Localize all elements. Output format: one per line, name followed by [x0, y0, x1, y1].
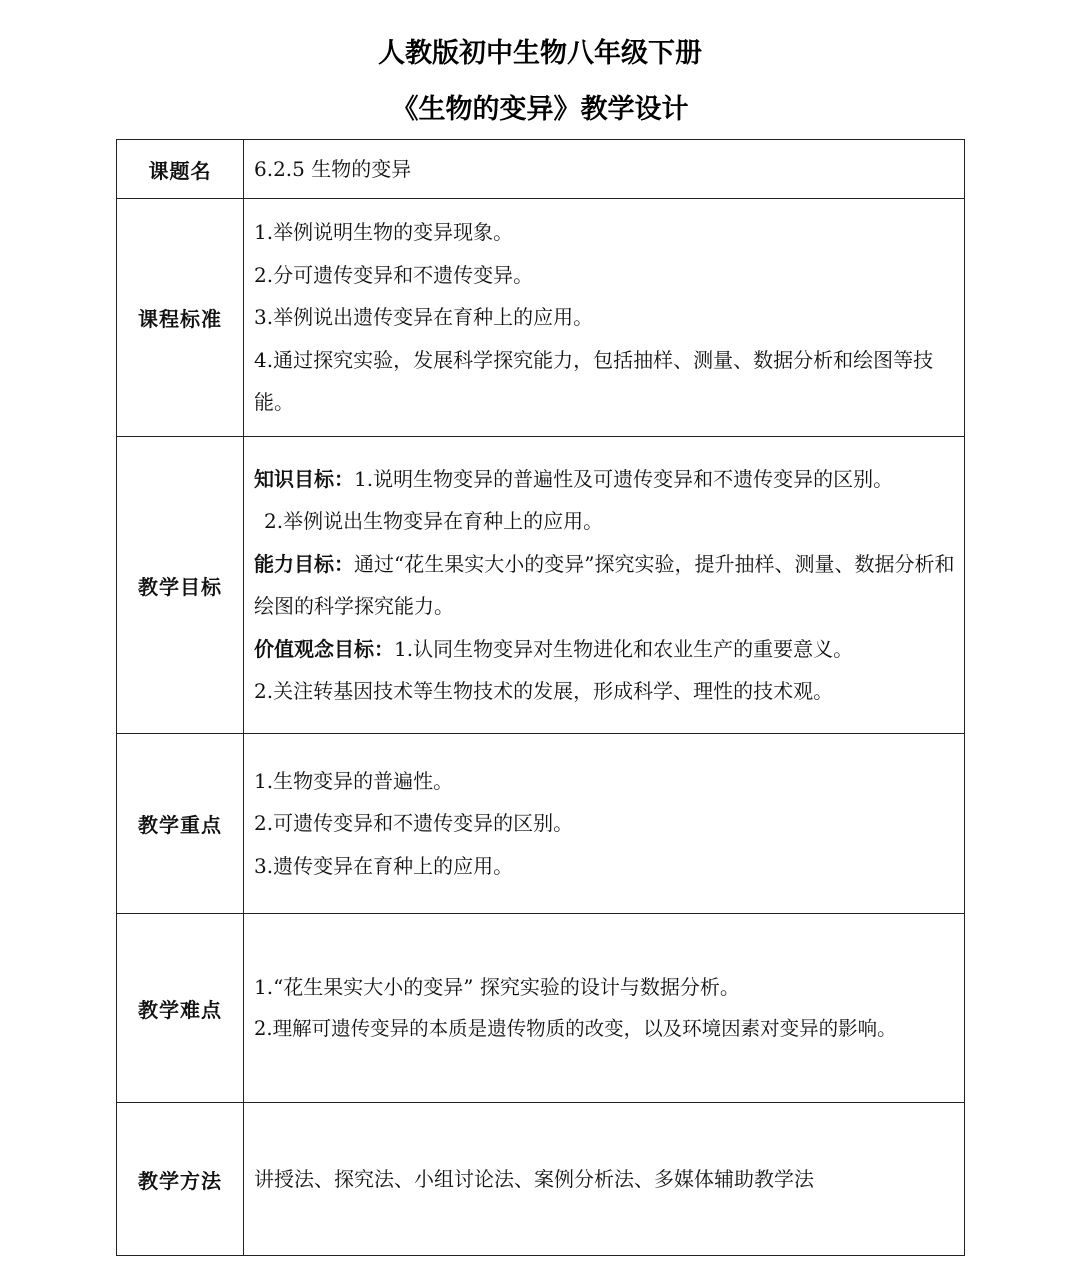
standards-item: 4.通过探究实验，发展科学探究能力，包括抽样、测量、数据分析和绘图等技能。 [254, 347, 934, 415]
objectives-label: 教学目标 [117, 437, 244, 734]
methods-label: 教学方法 [117, 1103, 244, 1256]
key-point-item: 2.可遗传变异和不遗传变异的区别。 [254, 811, 574, 836]
lesson-plan-table [116, 139, 965, 1256]
ability-objective-label: 能力目标： [254, 551, 354, 576]
methods-text: 讲授法、探究法、小组讨论法、案例分析法、多媒体辅助教学法 [254, 1166, 814, 1191]
key-point-item: 3.遗传变异在育种上的应用。 [254, 853, 514, 878]
methods-content [244, 1103, 965, 1256]
values-objective-2: 2.关注转基因技术等生物技术的发展，形成科学、理性的技术观。 [254, 679, 834, 703]
row-topic [117, 140, 965, 199]
key-point-item: 1.生物变异的普遍性。 [254, 768, 454, 793]
row-key-points [117, 734, 965, 914]
objectives-content [244, 437, 965, 734]
standards-content [244, 199, 965, 437]
values-objective [254, 628, 958, 671]
values-objective-label: 价值观念目标： [254, 636, 394, 661]
ability-objective-text: 通过“花生果实大小的变异”探究实验，提升抽样、测量、数据分析和绘图的科学探究能力。 [254, 551, 955, 618]
row-objectives [117, 437, 965, 734]
knowledge-objective-1: 1.说明生物变异的普遍性及可遗传变异和不遗传变异的区别。 [354, 466, 894, 491]
difficulty-item: 2.理解可遗传变异的本质是遗传物质的改变，以及环境因素对变异的影响。 [254, 1017, 897, 1040]
topic-value [244, 140, 965, 199]
topic-text: 6.2.5 生物的变异 [254, 156, 412, 181]
knowledge-objective-label: 知识目标： [254, 466, 354, 491]
standards-item: 1.举例说明生物的变异现象。 [254, 220, 514, 245]
row-methods [117, 1103, 965, 1256]
standards-item: 3.举例说出遗传变异在育种上的应用。 [254, 305, 594, 330]
knowledge-objective-2: 2.举例说出生物变异在育种上的应用。 [264, 509, 604, 533]
row-standards [117, 199, 965, 437]
topic-label: 课题名 [117, 140, 244, 199]
ability-objective [254, 543, 958, 628]
values-objective-1: 1.认同生物变异对生物进化和农业生产的重要意义。 [394, 636, 854, 661]
document-subtitle: 《生物的变异》教学设计 [391, 94, 689, 125]
difficulties-content [244, 914, 965, 1103]
key-points-content [244, 734, 965, 914]
row-difficulties [117, 914, 965, 1103]
key-points-label: 教学重点 [117, 734, 244, 914]
knowledge-objective [254, 458, 958, 501]
standards-item: 2.分可遗传变异和不遗传变异。 [254, 262, 534, 287]
difficulty-item: 1.“花生果实大小的变异” 探究实验的设计与数据分析。 [254, 974, 740, 999]
standards-label: 课程标准 [117, 199, 244, 437]
document-title: 人教版初中生物八年级下册 [378, 38, 702, 69]
difficulties-label: 教学难点 [117, 914, 244, 1103]
